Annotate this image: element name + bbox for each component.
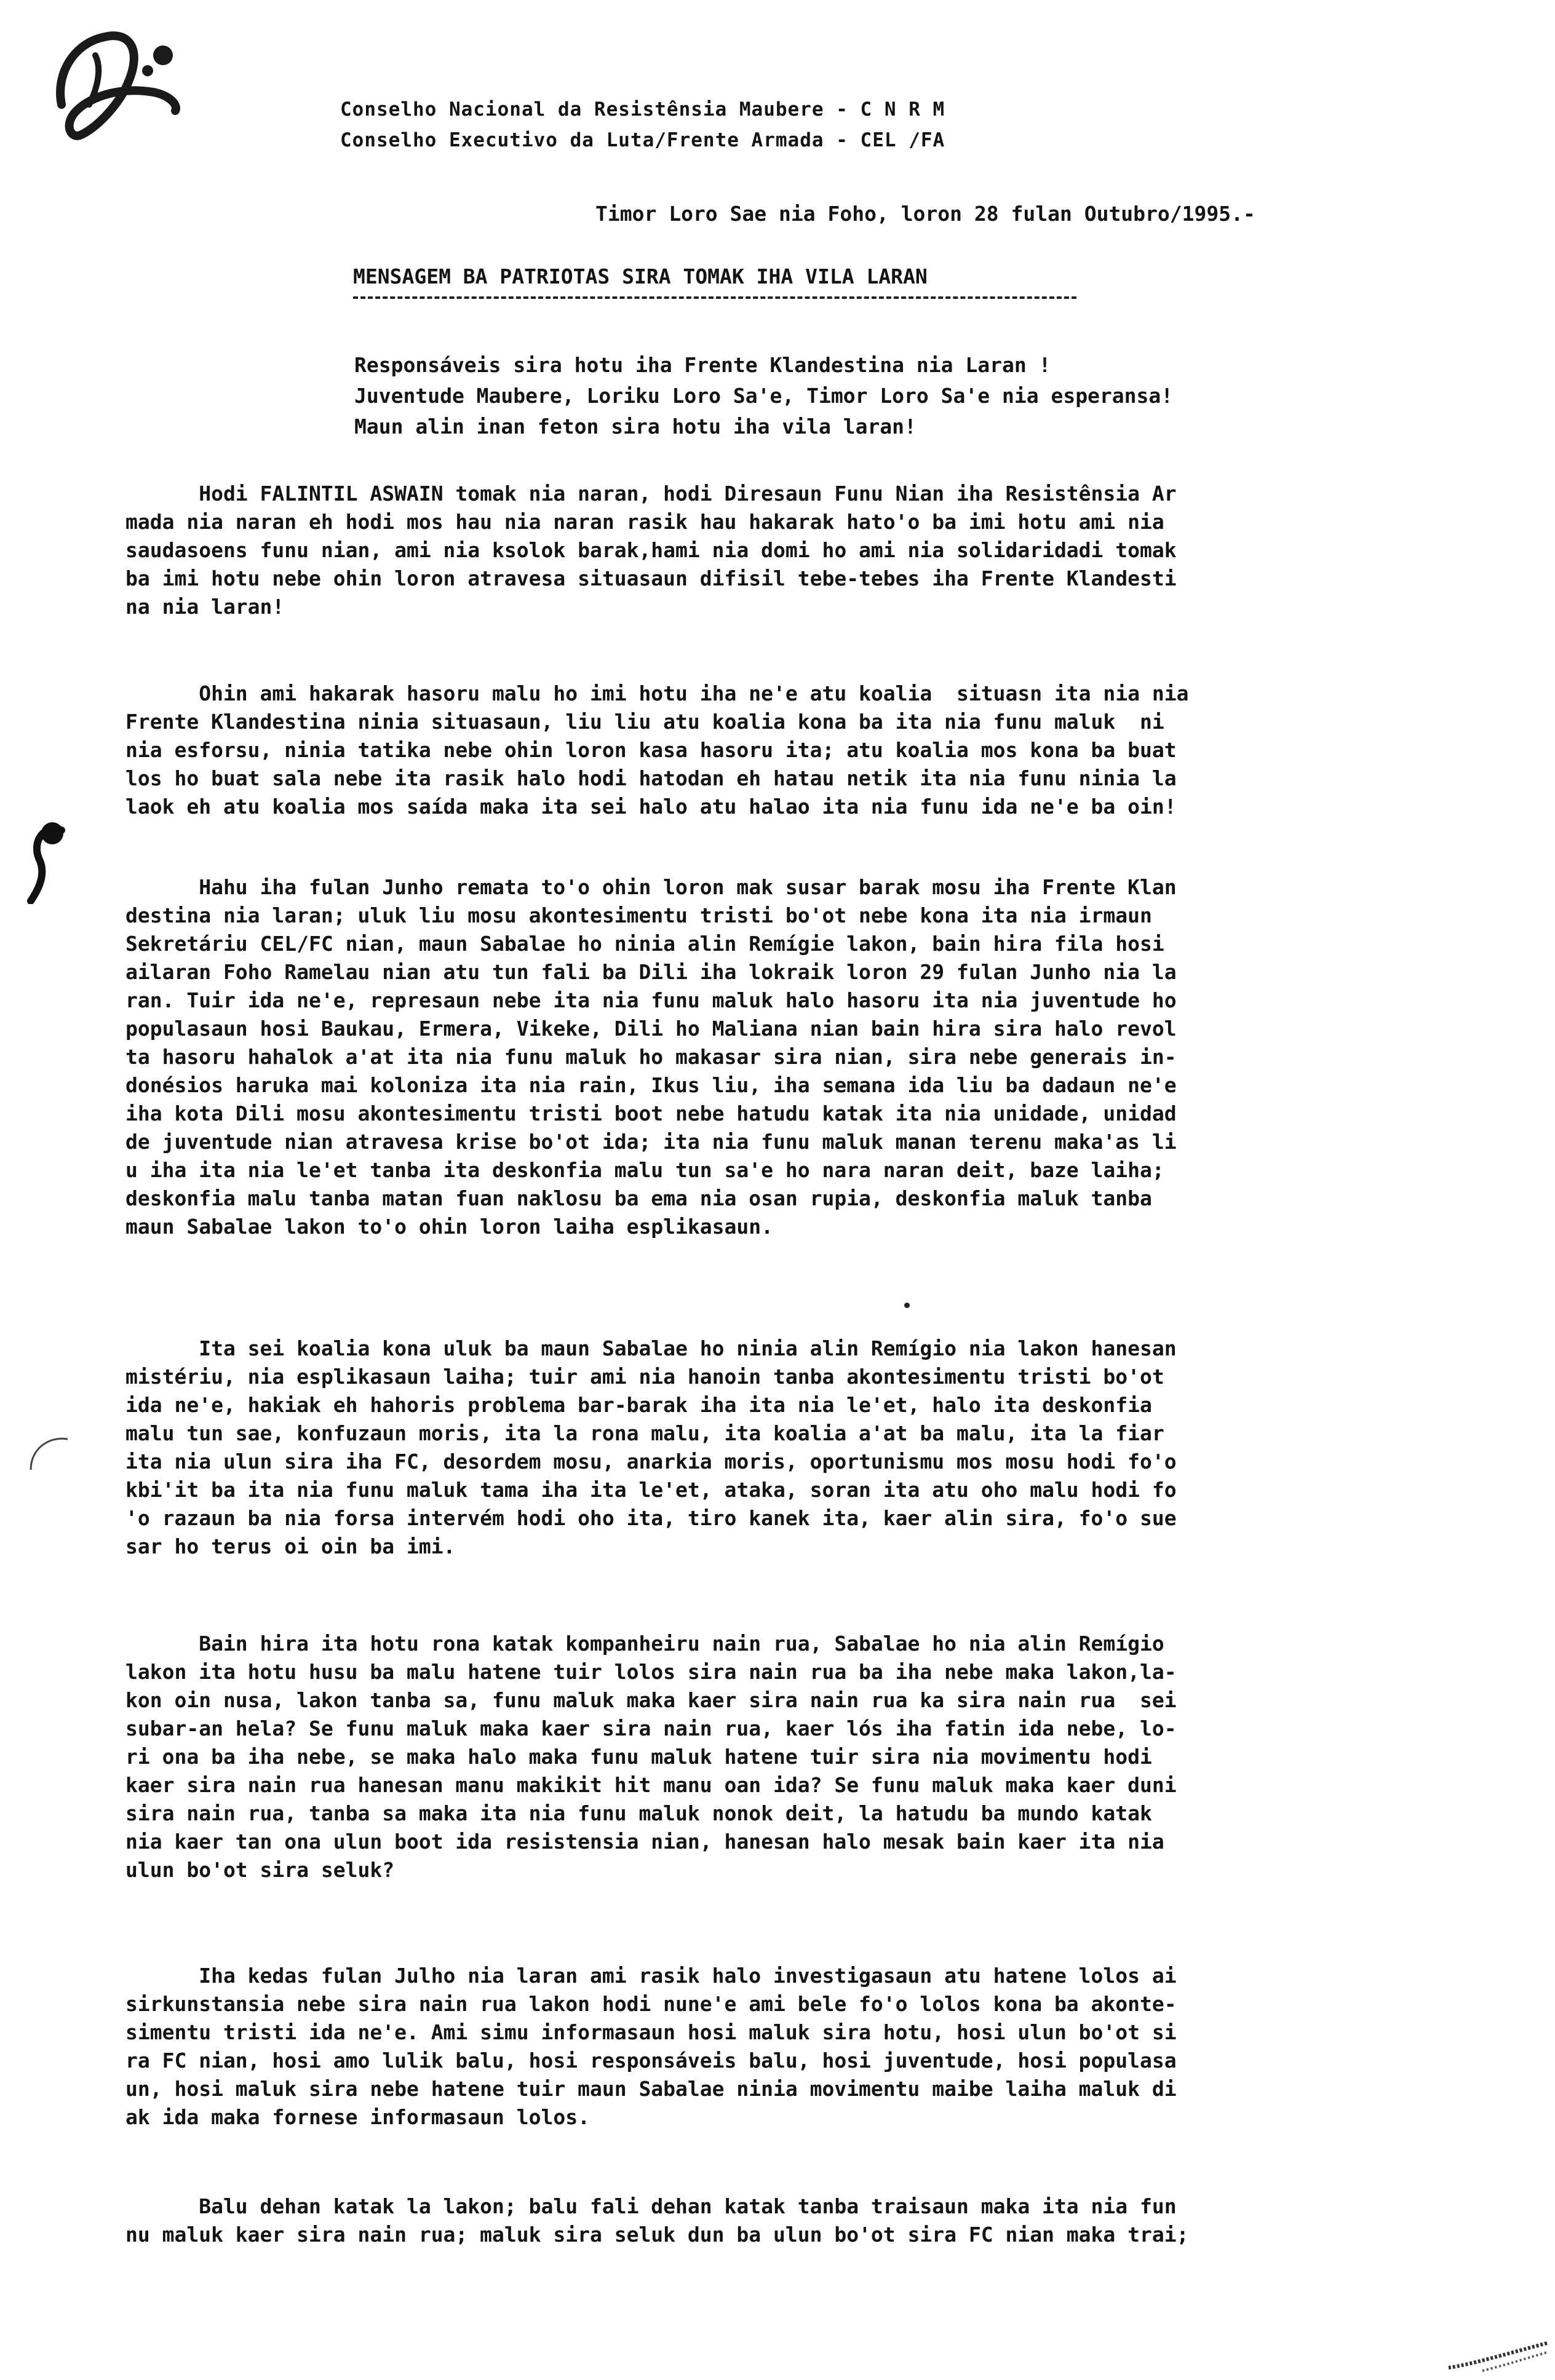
text-line: Hahu iha fulan Junho remata to'o ohin loron mak susar barak mosu iha Frente Klan: [125, 875, 1177, 899]
org-line-2: Conselho Executivo da Luta/Frente Armada - CEL /FA: [340, 129, 945, 151]
text-line: Iha kedas fulan Julho nia laran ami rasik halo investigasaun atu hatene lolos ai: [125, 1964, 1177, 1988]
text-line: deskonfia malu tanba matan fuan naklosu ba ema nia osan rupia, deskonfia maluk tanba: [125, 1186, 1152, 1210]
text-line: donésios haruka mai koloniza ita nia rain, Ikus liu, iha semana ida liu ba dadaun ne'e: [125, 1073, 1177, 1097]
text-line: los ho buat sala nebe ita rasik halo hodi hatodan eh hatau netik ita nia funu ninia la: [125, 766, 1177, 790]
text-line: ba imi hotu nebe ohin loron atravesa situasaun difisil tebe-tebes iha Frente Klandesti: [125, 566, 1177, 590]
paragraph-6: [125, 1962, 1430, 2132]
paragraph-7: [125, 2192, 1430, 2249]
title-underline: [353, 296, 1076, 299]
text-line: kon oin nusa, lakon tanba sa, funu maluk maka kaer sira nain rua ka sira nain rua sei: [125, 1688, 1177, 1712]
text-line: sirkunstansia nebe sira nain rua lakon hodi nune'e ami bele fo'o lolos kona ba akonte-: [125, 1992, 1177, 2016]
paragraph-4: [125, 1335, 1430, 1561]
text-line: u iha ita nia le'et tanba ita deskonfia malu tun sa'e ho nara naran deit, baze laiha;: [125, 1158, 1164, 1182]
org-line-1: Conselho Nacional da Resistênsia Maubere - C N R M: [340, 98, 945, 121]
text-line: nia esforsu, ninia tatika nebe ohin loron kasa hasoru ita; atu koalia mos kona ba buat: [125, 738, 1177, 762]
text-line: sira nain rua, tanba sa maka ita nia funu maluk nonok deit, la hatudu ba mundo katak: [125, 1801, 1152, 1825]
paragraph-1: [125, 480, 1430, 621]
text-line: Ohin ami hakarak hasoru malu ho imi hotu iha ne'e atu koalia situasn ita nia nia: [125, 681, 1189, 705]
paragraph-2: [125, 680, 1430, 821]
text-line: simentu tristi ida ne'e. Ami simu informasaun hosi maluk sira hotu, hosi ulun bo'ot si: [125, 2020, 1177, 2044]
text-line: Bain hira ita hotu rona katak kompanheiru nain rua, Sabalae ho nia alin Remígio: [125, 1632, 1164, 1656]
text-line: saudasoens funu nian, ami nia ksolok barak,hami nia domi ho ami nia solidaridadi tomak: [125, 538, 1177, 562]
text-line: ta hasoru hahalok a'at ita nia funu maluk ho makasar sira nian, sira nebe generais in-: [125, 1045, 1177, 1069]
text-line: ulun bo'ot sira seluk?: [125, 1858, 395, 1882]
text-line: Sekretáriu CEL/FC nian, maun Sabalae ho ninia alin Remígie lakon, bain hira fila hosi: [125, 932, 1164, 956]
text-line: populasaun hosi Baukau, Ermera, Vikeke, Dili ho Maliana nian bain hira sira halo revol: [125, 1017, 1177, 1041]
text-line: Balu dehan katak la lakon; balu fali dehan katak tanba traisaun maka ita nia fun: [125, 2194, 1177, 2218]
text-line: Hodi FALINTIL ASWAIN tomak nia naran, hodi Diresaun Funu Nian iha Resistênsia Ar: [125, 482, 1177, 506]
text-line: ak ida maka fornese informasaun lolos.: [125, 2105, 590, 2129]
text-line: ida ne'e, hakiak eh hahoris problema bar-barak iha ita nia le'et, halo ita deskonfia: [125, 1393, 1152, 1417]
text-line: ailaran Foho Ramelau nian atu tun fali ba Dili iha lokraik loron 29 fulan Junho nia la: [125, 960, 1177, 984]
punch-hole-mark: [18, 818, 68, 904]
greeting-line-1: Responsáveis sira hotu iha Frente Klandestina nia Laran !: [354, 353, 1051, 377]
text-line: ra FC nian, hosi amo lulik balu, hosi responsáveis balu, hosi juventude, hosi populasa: [125, 2049, 1177, 2073]
text-line: Frente Klandestina ninia situasaun, liu liu atu koalia kona ba ita nia funu maluk ni: [125, 710, 1164, 734]
text-line: mada nia naran eh hodi mos hau nia naran rasik hau hakarak hato'o ba imi hotu ami nia: [125, 510, 1164, 534]
text-line: lakon ita hotu husu ba malu hatene tuir lolos sira nain rua ba iha nebe maka lakon,la-: [125, 1660, 1177, 1684]
greeting-line-2: Juventude Maubere, Loriku Loro Sa'e, Timor Loro Sa'e nia esperansa!: [354, 384, 1174, 408]
text-line: destina nia laran; uluk liu mosu akontesimentu tristi bo'ot nebe kona ita nia irmaun: [125, 903, 1152, 927]
text-line: nia kaer tan ona ulun boot ida resistensia nian, hanesan halo mesak bain kaer ita nia: [125, 1830, 1164, 1854]
text-line: kbi'it ba ita nia funu maluk tama iha ita le'et, ataka, soran ita atu oho malu hodi fo: [125, 1478, 1177, 1502]
text-line: maun Sabalae lakon to'o ohin loron laiha esplikasaun.: [125, 1215, 773, 1239]
text-line: laok eh atu koalia mos saída maka ita sei halo atu halao ita nia funu ida ne'e ba oin!: [125, 795, 1177, 819]
paragraph-3: [125, 873, 1430, 1241]
scan-smudge: [1446, 2337, 1550, 2374]
ink-dot: [904, 1303, 910, 1308]
text-line: na nia laran!: [125, 595, 285, 619]
greeting-line-3: Maun alin inan feton sira hotu iha vila laran!: [354, 415, 917, 438]
punch-hole-outline: [25, 1433, 74, 1482]
text-line: Ita sei koalia kona uluk ba maun Sabalae ho ninia alin Remígio nia lakon hanesan: [125, 1336, 1177, 1360]
text-line: sar ho terus oi oin ba imi.: [125, 1534, 456, 1558]
text-line: kaer sira nain rua hanesan manu makikit hit manu oan ida? Se funu maluk maka kaer duni: [125, 1773, 1177, 1797]
paragraph-5: [125, 1630, 1430, 1884]
text-line: de juventude nian atravesa krise bo'ot ida; ita nia funu maluk manan terenu maka'as li: [125, 1130, 1177, 1154]
text-line: iha kota Dili mosu akontesimentu tristi boot nebe hatudu katak ita nia unidade, unidad: [125, 1101, 1177, 1125]
dateline: Timor Loro Sae nia Foho, loron 28 fulan Outubro/1995.-: [595, 202, 1255, 226]
handwritten-mark: [37, 12, 197, 154]
document-title: MENSAGEM BA PATRIOTAS SIRA TOMAK IHA VILA LARAN: [353, 264, 928, 288]
text-line: nu maluk kaer sira nain rua; maluk sira seluk dun ba ulun bo'ot sira FC nian maka trai;: [125, 2223, 1189, 2247]
text-line: un, hosi maluk sira nebe hatene tuir maun Sabalae ninia movimentu maibe laiha maluk di: [125, 2077, 1177, 2101]
text-line: ita nia ulun sira iha FC, desordem mosu, anarkia moris, oportunismu mos mosu hodi fo'o: [125, 1450, 1177, 1474]
text-line: 'o razaun ba nia forsa intervém hodi oho ita, tiro kanek ita, kaer alin sira, fo'o sue: [125, 1506, 1177, 1530]
text-line: ran. Tuir ida ne'e, represaun nebe ita nia funu maluk halo hasoru ita nia juventude ho: [125, 988, 1177, 1012]
text-line: malu tun sae, konfuzaun moris, ita la rona malu, ita koalia a'at ba malu, ita la fiar: [125, 1421, 1164, 1445]
text-line: ri ona ba iha nebe, se maka halo maka funu maluk hatene tuir sira nia movimentu hodi: [125, 1745, 1152, 1769]
text-line: mistériu, nia esplikasaun laiha; tuir ami nia hanoin tanba akontesimentu tristi bo'ot: [125, 1365, 1164, 1389]
text-line: subar-an hela? Se funu maluk maka kaer sira nain rua, kaer lós iha fatin ida nebe, lo-: [125, 1716, 1177, 1740]
